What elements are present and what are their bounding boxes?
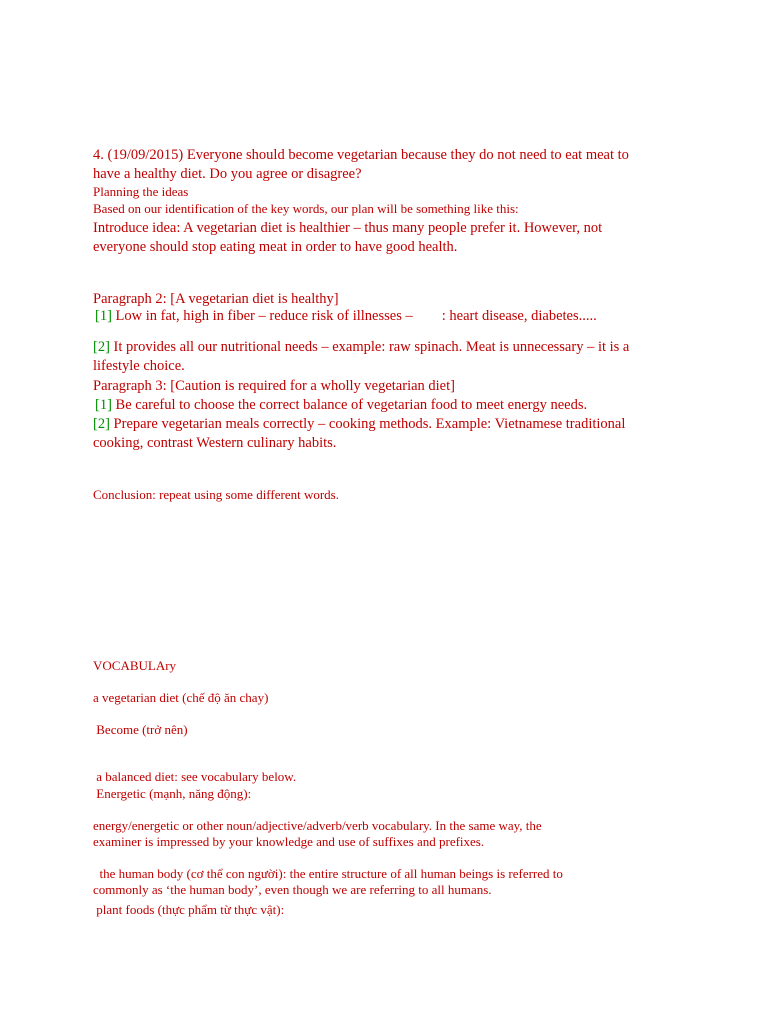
paragraph3-point2 <box>93 415 693 453</box>
paragraph3-heading: Paragraph 3: [Caution is required for a wholly vegetarian diet] <box>93 378 455 394</box>
point-text: It provides all our nutritional needs – example: raw spinach. Meat is unnecessary – it is a <box>109 339 630 355</box>
paragraph2-point1 <box>95 307 695 326</box>
introduce-idea <box>93 219 693 257</box>
point-text: Low in fat, high in fiber – reduce risk of illnesses – : heart disease, diabetes..... <box>111 308 597 324</box>
question-line: 4. (19/09/2015) Everyone should become vegetarian because they do not need to eat meat to <box>93 147 629 163</box>
point-text: lifestyle choice. <box>93 358 185 374</box>
vocab-item: a vegetarian diet (chế độ ăn chay) <box>93 690 269 705</box>
vocab-line: commonly as ‘the human body’, even though we are referring to all humans. <box>93 882 492 897</box>
question-line: have a healthy diet. Do you agree or disagree? <box>93 166 362 182</box>
vocab-item: a balanced diet: see vocabulary below. <box>93 769 297 784</box>
conclusion: Conclusion: repeat using some different words. <box>93 487 339 502</box>
planning-intro: Based on our identification of the key words, our plan will be something like this: <box>93 201 519 216</box>
vocab-item: Energetic (mạnh, năng động): <box>93 786 252 801</box>
vocab-line: examiner is impressed by your knowledge and use of suffixes and prefixes. <box>93 834 485 849</box>
point-marker: [2] <box>93 416 110 432</box>
vocab-line: the human body (cơ thể con người): the entire structure of all human beings is referred to <box>93 866 563 881</box>
point-text: cooking, contrast Western culinary habits. <box>93 435 337 451</box>
vocab-line: energy/energetic or other noun/adjective/adverb/verb vocabulary. In the same way, the <box>93 818 542 833</box>
question-text <box>93 146 693 184</box>
point-marker: [1] <box>95 308 112 324</box>
introduce-line: everyone should stop eating meat in order to have good health. <box>93 239 458 255</box>
point-text: Be careful to choose the correct balance of vegetarian food to meet energy needs. <box>111 397 588 413</box>
vocabulary-heading: VOCABULAry <box>93 658 177 673</box>
point-marker: [2] <box>93 339 110 355</box>
point-marker: [1] <box>95 397 112 413</box>
planning-heading: Planning the ideas <box>93 184 189 199</box>
paragraph2-point2 <box>93 338 693 376</box>
paragraph3-point1 <box>95 396 695 415</box>
vocab-item: Become (trở nên) <box>93 722 188 737</box>
vocab-item <box>93 818 693 850</box>
paragraph2-heading: Paragraph 2: [A vegetarian diet is healthy] <box>93 291 339 307</box>
vocab-item <box>93 866 693 898</box>
point-text: Prepare vegetarian meals correctly – cooking methods. Example: Vietnamese traditional <box>109 416 626 432</box>
introduce-line: Introduce idea: A vegetarian diet is healthier – thus many people prefer it. However, not <box>93 220 603 236</box>
vocab-item: plant foods (thực phẩm từ thực vật): <box>93 902 285 917</box>
